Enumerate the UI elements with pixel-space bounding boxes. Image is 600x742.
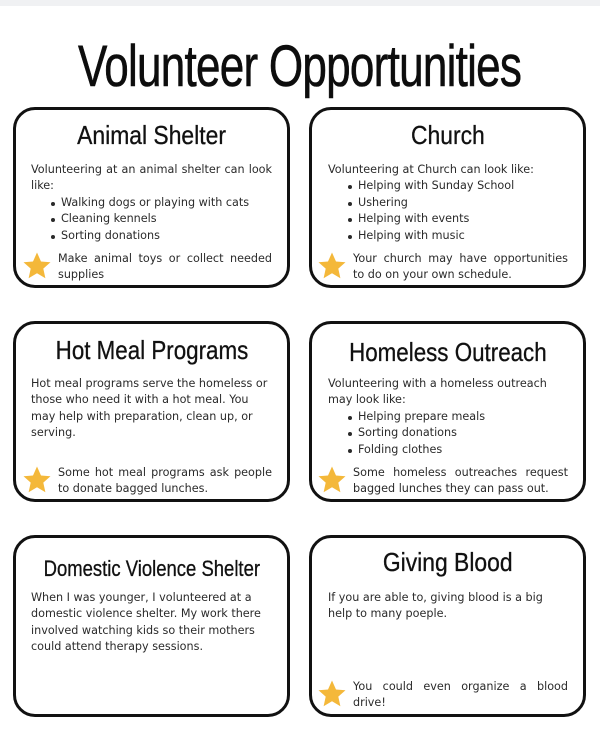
card-intro: If you are able to, giving blood is a big help to many poeple. — [328, 591, 543, 621]
card-title-text: Domestic Violence Shelter — [43, 556, 260, 581]
card-title — [312, 545, 583, 579]
bullet-list — [328, 178, 568, 244]
tip-text: Make animal toys or collect needed supplies — [58, 252, 272, 282]
star-icon — [317, 679, 347, 709]
card-title — [312, 335, 583, 369]
tip-text: You could even organize a blood drive! — [353, 680, 568, 710]
list-item: Helping prepare meals — [348, 409, 568, 425]
card-title-text: Church — [410, 120, 485, 150]
card-intro: Volunteering at an animal shelter can look like: — [31, 163, 272, 193]
list-item: Cleaning kennels — [51, 211, 272, 227]
card-hot-meal-programs — [13, 321, 290, 502]
card-tip — [317, 465, 568, 499]
page-title — [0, 34, 600, 100]
card-body — [31, 162, 272, 244]
list-item: Helping with events — [348, 211, 568, 227]
card-tip — [317, 251, 568, 285]
card-intro: Hot meal programs serve the homeless or those who need it with a hot meal. You may help with preparation, clean up, or serving. — [31, 377, 268, 440]
star-icon — [22, 251, 52, 281]
card-domestic-violence-shelter — [13, 535, 290, 717]
card-giving-blood — [309, 535, 586, 717]
card-tip — [317, 679, 568, 713]
card-body — [31, 590, 272, 656]
card-title-text: Animal Shelter — [77, 120, 226, 150]
card-title — [16, 333, 287, 367]
bullet-list — [31, 195, 272, 244]
card-animal-shelter — [13, 107, 290, 288]
star-icon — [317, 465, 347, 495]
tip-text: Some hot meal programs ask people to donate bagged lunches. — [58, 466, 272, 496]
card-homeless-outreach — [309, 321, 586, 502]
card-intro: Volunteering at Church can look like: — [328, 163, 534, 176]
card-church — [309, 107, 586, 288]
page-title-text: Volunteer Opportunities — [78, 34, 522, 99]
card-tip — [22, 251, 272, 285]
list-item: Helping with Sunday School — [348, 178, 568, 194]
card-body — [328, 376, 568, 458]
card-body — [31, 376, 272, 442]
card-title — [312, 118, 583, 152]
card-intro: When I was younger, I volunteered at a domestic violence shelter. My work there involved watching kids so their mothers could attend therapy sessions. — [31, 591, 261, 654]
list-item: Walking dogs or playing with cats — [51, 195, 272, 211]
card-title — [16, 554, 287, 584]
card-tip — [22, 465, 272, 499]
star-icon — [317, 251, 347, 281]
top-bar — [0, 0, 600, 6]
card-intro: Volunteering with a homeless outreach may look like: — [328, 377, 547, 407]
card-title-text: Homeless Outreach — [348, 337, 547, 367]
tip-text: Your church may have opportunities to do on your own schedule. — [353, 252, 568, 282]
card-body — [328, 162, 568, 244]
list-item: Sorting donations — [51, 228, 272, 244]
list-item: Helping with music — [348, 228, 568, 244]
card-body — [328, 590, 543, 623]
star-icon — [22, 465, 52, 495]
tip-text: Some homeless outreaches request bagged lunches they can pass out. — [353, 466, 568, 496]
card-title-text: Giving Blood — [382, 547, 513, 577]
list-item: Ushering — [348, 195, 568, 211]
card-title-text: Hot Meal Programs — [55, 335, 248, 365]
card-title — [16, 118, 287, 152]
list-item: Folding clothes — [348, 442, 568, 458]
bullet-list — [328, 409, 568, 458]
list-item: Sorting donations — [348, 425, 568, 441]
